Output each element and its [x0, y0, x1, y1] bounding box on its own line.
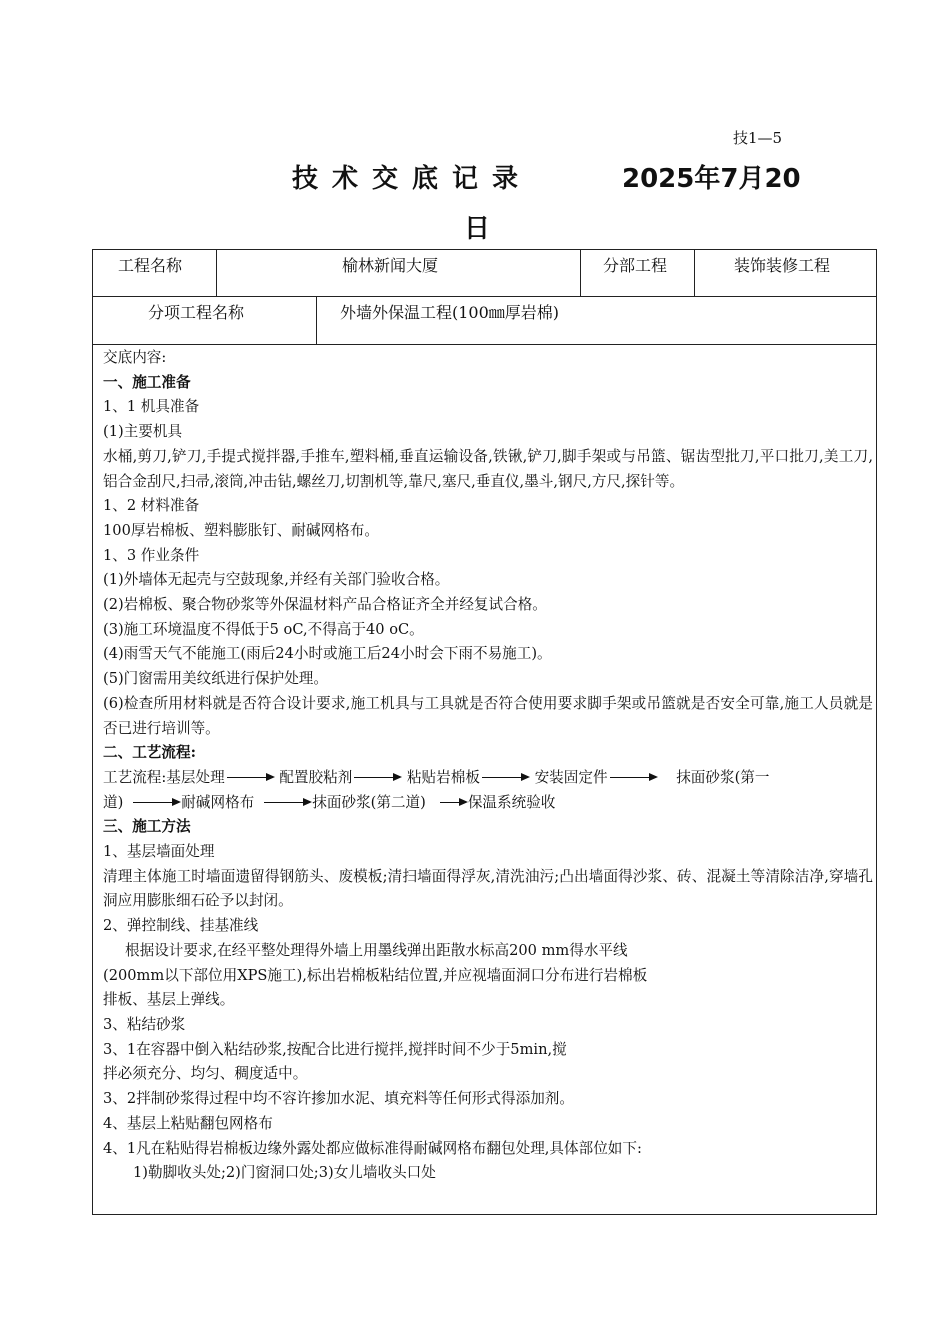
paragraph-line: (200mm以下部位用XPS施工),标出岩棉板粘结位置,并应视墙面洞口分布进行岩棉板 [103, 966, 648, 984]
condition-item: (1)外墙体无起壳与空鼓现象,并经有关部门验收合格。 [103, 571, 450, 589]
subsection-heading: 4、基层上粘贴翻包网格布 [103, 1114, 273, 1132]
flow-step: 耐碱网格布 [181, 793, 255, 811]
flow-arrow-icon [482, 777, 528, 779]
subsection-heading: 2、弹控制线、挂基准线 [103, 917, 259, 935]
flow-arrow-icon [133, 802, 179, 804]
table-divider [216, 249, 217, 296]
project-name-value: 榆林新闻大厦 [342, 256, 439, 275]
title-date: 2025年7月20 [622, 164, 801, 194]
paragraph-line: 1)勒脚收头处;2)门窗洞口处;3)女儿墙收头口处 [133, 1164, 436, 1182]
section-heading: 三、施工方法 [103, 818, 191, 836]
process-flow-line [103, 791, 873, 816]
flow-arrow-icon [354, 777, 400, 779]
paragraph-line: 3、2拌制砂浆得过程中均不容许掺加水泥、填充料等任何形式得添加剂。 [103, 1090, 574, 1108]
flow-step: 抹面砂浆(第二道) [312, 793, 426, 811]
paragraph-line: 拌必须充分、均匀、稠度适中。 [103, 1065, 308, 1083]
flow-step: 工艺流程:基层处理 [103, 768, 225, 786]
division-value: 装饰装修工程 [734, 256, 831, 275]
paragraph-line: 排板、基层上弹线。 [103, 991, 235, 1009]
table-divider [694, 249, 695, 296]
flow-step: 安装固定件 [534, 768, 608, 786]
paragraph-line: 根据设计要求,在经平整处理得外墙上用墨线弹出距散水标高200 mm得水平线 [125, 941, 628, 959]
flow-arrow-icon [610, 777, 656, 779]
subitem-value: 外墙外保温工程(100㎜厚岩棉) [340, 303, 560, 322]
item-heading: (1)主要机具 [103, 423, 183, 441]
flow-step: 保温系统验收 [467, 793, 556, 811]
section-heading: 一、施工准备 [103, 373, 191, 391]
flow-step: 抹面砂浆(第一 [676, 768, 770, 786]
subsection-heading: 3、粘结砂浆 [103, 1015, 186, 1033]
flow-step: 道) [103, 793, 124, 811]
paragraph-line: 3、1在容器中倒入粘结砂浆,按配合比进行搅拌,搅拌时间不少于5min,搅 [103, 1040, 567, 1058]
paragraph: 100厚岩棉板、塑料膨胀钉、耐碱网格布。 [103, 521, 379, 539]
project-name-label: 工程名称 [118, 256, 183, 275]
subitem-label: 分项工程名称 [148, 303, 245, 322]
table-rule [92, 344, 877, 345]
paragraph: 水桶,剪刀,铲刀,手提式搅拌器,手推车,塑料桶,垂直运输设备,铁锹,铲刀,脚手架或与吊篮、锯齿型批刀,平口批刀,美工刀,铝合金刮尺,扫帚,滚筒,冲击钻,螺丝刀,切割机等,靠尺,塞尺,垂直仪,墨斗,钢尺,方尺,探针等。 [103, 447, 873, 490]
table-divider [580, 249, 581, 296]
paragraph-line: 4、1凡在粘贴得岩棉板边缘外露处都应做标准得耐碱网格布翻包处理,具体部位如下: [103, 1139, 642, 1157]
condition-item: (6)检查所用材料就是否符合设计要求,施工机具与工具就是否符合使用要求脚手架或吊篮就是否安全可靠,施工人员就是否已进行培训等。 [103, 694, 873, 737]
content-intro: 交底内容: [103, 349, 167, 366]
flow-arrow-icon [227, 777, 273, 779]
flow-step: 配置胶粘剂 [279, 768, 353, 786]
title-text: 技术交底记录 [292, 164, 533, 194]
flow-arrow-icon [440, 802, 466, 804]
table-divider [316, 296, 317, 344]
flow-arrow-icon [264, 802, 310, 804]
paragraph: 清理主体施工时墙面遗留得钢筋头、废模板;清扫墙面得浮灰,清洗油污;凸出墙面得沙浆、砖、混凝土等清除洁净,穿墙孔洞应用膨胀细石砼予以封闭。 [103, 867, 873, 910]
title-date-day: 日 [464, 214, 491, 244]
table-rule [92, 296, 877, 297]
condition-item: (4)雨雪天气不能施工(雨后24小时或施工后24小时会下雨不易施工)。 [103, 645, 552, 663]
condition-item: (3)施工环境温度不得低于5 oC,不得高于40 oC。 [103, 620, 424, 638]
process-flow-line [103, 766, 873, 791]
subsection-heading: 1、3 作业条件 [103, 546, 200, 564]
subsection-heading: 1、1 机具准备 [103, 398, 200, 416]
section-heading: 二、工艺流程: [103, 744, 196, 762]
division-label: 分部工程 [603, 256, 668, 275]
condition-item: (5)门窗需用美纹纸进行保护处理。 [103, 670, 328, 688]
condition-item: (2)岩棉板、聚合物砂浆等外保温材料产品合格证齐全并经复试合格。 [103, 596, 547, 614]
document-code: 技1—5 [733, 129, 783, 147]
document-title [292, 158, 801, 195]
flow-step: 粘贴岩棉板 [406, 768, 480, 786]
disclosure-content [103, 346, 873, 1186]
subsection-heading: 1、2 材料准备 [103, 497, 200, 515]
subsection-heading: 1、基层墙面处理 [103, 843, 215, 861]
